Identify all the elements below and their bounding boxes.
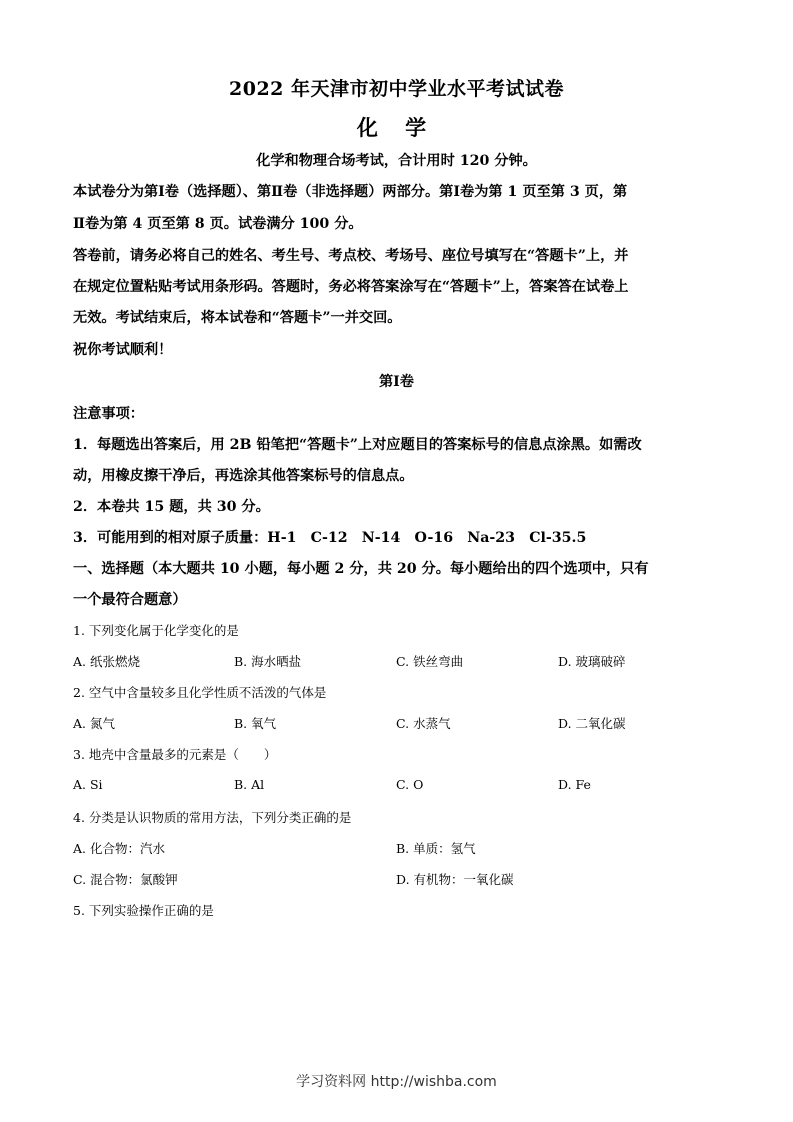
- question-stem: 1. 下列变化属于化学变化的是: [73, 623, 239, 638]
- note-line: 2．本卷共 15 题，共 30 分。: [73, 499, 270, 515]
- note-line: 动，用橡皮擦干净后，再选涂其他答案标号的信息点。: [73, 468, 414, 484]
- subject-title: 化 学: [356, 115, 437, 140]
- option-d: D. 玻璃破碎: [558, 654, 626, 669]
- footer-watermark: 学习资料网 http://wishba.com: [296, 1074, 497, 1090]
- option-c: C. 铁丝弯曲: [396, 654, 464, 669]
- option-d: D. Fe: [558, 777, 591, 792]
- part-heading: 一个最符合题意）: [73, 592, 187, 608]
- question-stem: 2. 空气中含量较多且化学性质不活泼的气体是: [73, 685, 327, 700]
- option-c: C. 水蒸气: [396, 716, 451, 731]
- option-b: B. 单质：氢气: [396, 841, 476, 856]
- option-c: C. 混合物：氯酸钾: [73, 872, 178, 887]
- option-a: A. 纸张燃烧: [73, 654, 140, 669]
- instruction-line: Ⅱ卷为第 4 页至第 8 页。试卷满分 100 分。: [73, 216, 363, 232]
- option-d: D. 有机物：一氧化碳: [396, 872, 514, 887]
- notes-title: 注意事项：: [73, 406, 144, 422]
- option-b: B. 海水晒盐: [234, 654, 302, 669]
- option-b: B. 氧气: [234, 716, 277, 731]
- note-line: 1．每题选出答案后，用 2B 铅笔把“答题卡”上对应题目的答案标号的信息点涂黑。如需改: [73, 437, 642, 453]
- question-stem: 5. 下列实验操作正确的是: [73, 903, 214, 918]
- option-a: A. Si: [73, 777, 103, 792]
- note-line: 3．可能用到的相对原子质量：H-1 C-12 N-14 O-16 Na-23 Cl-35.5: [73, 530, 587, 546]
- instruction-line: 本试卷分为第Ⅰ卷（选择题）、第Ⅱ卷（非选择题）两部分。第Ⅰ卷为第 1 页至第 3 页，第: [73, 184, 628, 200]
- option-a: A. 氮气: [73, 716, 115, 731]
- option-d: D. 二氧化碳: [558, 716, 626, 731]
- instruction-line: 答卷前，请务必将自己的姓名、考生号、考点校、考场号、座位号填写在“答题卡”上，并: [73, 248, 629, 264]
- question-stem: 3. 地壳中含量最多的元素是（ ）: [73, 747, 277, 762]
- instruction-line: 化学和物理合场考试，合计用时 120 分钟。: [256, 153, 537, 169]
- instruction-line: 无效。考试结束后，将本试卷和“答题卡”一并交回。: [73, 310, 402, 326]
- option-a: A. 化合物：汽水: [73, 841, 165, 856]
- instruction-line: 在规定位置粘贴考试用条形码。答题时，务必将答案涂写在“答题卡”上，答案答在试卷上: [73, 279, 629, 295]
- good-luck-line: 祝你考试顺利！: [73, 342, 173, 358]
- question-stem: 4. 分类是认识物质的常用方法，下列分类正确的是: [73, 810, 352, 825]
- section-heading: 第Ⅰ卷: [378, 374, 414, 390]
- exam-title: 2022 年天津市初中学业水平考试试卷: [229, 78, 564, 100]
- option-b: B. Al: [234, 777, 265, 792]
- option-c: C. O: [396, 777, 424, 792]
- part-heading: 一、选择题（本大题共 10 小题，每小题 2 分，共 20 分。每小题给出的四个选项中，只有: [73, 561, 649, 577]
